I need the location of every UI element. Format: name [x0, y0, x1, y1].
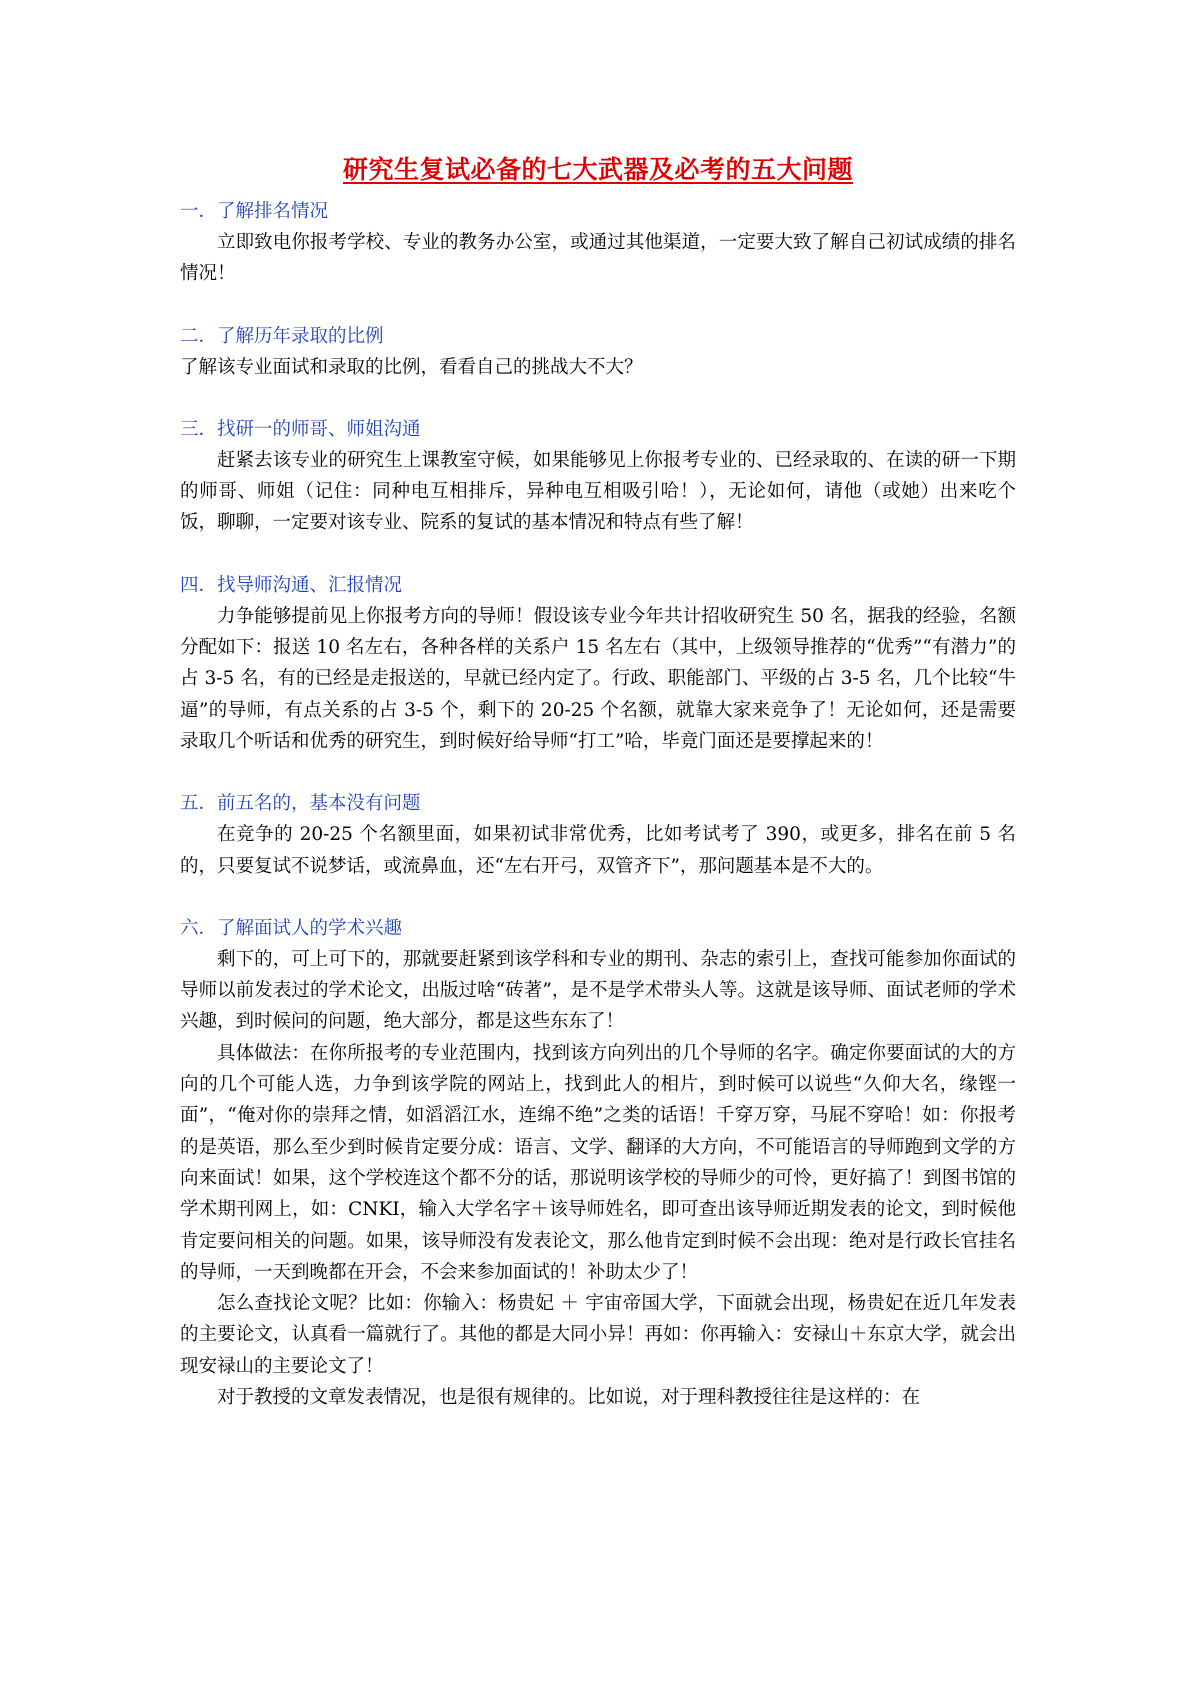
paragraph: 怎么查找论文呢？比如：你输入：杨贵妃 ＋ 宇宙帝国大学，下面就会出现，杨贵妃在近几年发表的主要论文，认真看一篇就行了。其他的都是大同小异！再如：你再输入：安禄山＋东京大学，就会出现安禄山的主要论文了！ — [180, 1293, 1016, 1377]
spacer — [180, 882, 1016, 913]
paragraph: 赶紧去该专业的研究生上课教室守候，如果能够见上你报考专业的、已经录取的、在读的研一下期的师哥、师姐（记住：同种电互相排斥，异种电互相吸引哈！），无论如何，请他（或她）出来吃个饭，聊聊，一定要对该专业、院系的复试的基本情况和特点有些了解！ — [180, 449, 1016, 534]
section-4 — [180, 570, 1016, 757]
paragraph: 立即致电你报考学校、专业的教务办公室，或通过其他渠道，一定要大致了解自己初试成绩的排名情况！ — [180, 232, 1016, 285]
spacer — [180, 290, 1016, 321]
section-heading: 五．前五名的，基本没有问题 — [180, 793, 421, 815]
section-6 — [180, 913, 1016, 1413]
document-title: 研究生复试必备的七大武器及必考的五大问题 — [342, 155, 853, 184]
section-2 — [180, 321, 1016, 383]
section-heading: 三．找研一的师哥、师姐沟通 — [180, 418, 421, 440]
paragraph: 了解该专业面试和录取的比例，看看自己的挑战大不大？ — [180, 356, 643, 378]
paragraph: 对于教授的文章发表情况，也是很有规律的。比如说，对于理科教授往往是这样的：在 — [217, 1387, 921, 1409]
section-5 — [180, 788, 1016, 882]
paragraph: 剩下的，可上可下的，那就要赶紧到该学科和专业的期刊、杂志的索引上，查找可能参加你面试的导师以前发表过的学术论文，出版过啥“砖著”，是不是学术带头人等。这就是该导师、面试老师的学术兴趣，到时候问的问题，绝大部分，都是这些东东了！ — [180, 948, 1016, 1033]
section-heading: 四．找导师沟通、汇报情况 — [180, 574, 403, 596]
paragraph: 具体做法：在你所报考的专业范围内，找到该方向列出的几个导师的名字。确定你要面试的大的方向的几个可能人选，力争到该学院的网站上，找到此人的相片，到时候可以说些“久仰大名，缘铿一面”，“俺对你的崇拜之情，如滔滔江水，连绵不绝”之类的话语！千穿万穿，马屁不穿哈！如：你报考的是英语，那么至少到时候肯定要分成：语言、文学、翻译的大方向，不可能语言的导师跑到文学的方向来面试！如果，这个学校连这个都不分的话，那说明该学校的导师少的可怜，更好搞了！到图书馆的学术期刊网上，如：CNKI，输入大学名字＋该导师姓名，即可查出该导师近期发表的论文，到时候他肯定要问相关的问题。如果，该导师没有发表论文，那么他肯定到时候不会出现：绝对是行政长官挂名的导师，一天到晚都在开会，不会来参加面试的！补助太少了！ — [180, 1042, 1016, 1283]
spacer — [180, 539, 1016, 570]
document-body — [180, 150, 1016, 1413]
section-heading: 二．了解历年录取的比例 — [180, 325, 384, 347]
paragraph: 在竞争的 20-25 个名额里面，如果初试非常优秀，比如考试考了 390，或更多，排名在前 5 名的，只要复试不说梦话，或流鼻血，还“左右开弓，双管齐下”，那问题基本是不大的。 — [180, 824, 1016, 877]
section-3 — [180, 414, 1016, 539]
section-1 — [180, 196, 1016, 290]
section-heading: 一．了解排名情况 — [180, 201, 329, 222]
spacer — [180, 383, 1016, 414]
section-heading: 六．了解面试人的学术兴趣 — [180, 917, 403, 939]
paragraph: 力争能够提前见上你报考方向的导师！假设该专业今年共计招收研究生 50 名，据我的经验，名额分配如下：报送 10 名左右，各种各样的关系户 15 名左右（其中，上级领导推荐的“优秀”“有潜力”的占 3-5 名，有的已经是走报送的，早就已经内定了。行政、职能部门、平级的占 3-5 名，几个比较“牛逼”的导师，有点关系的占 3-5 个，剩下的 20-25 个名额，就靠大家来竞争了！无论如何，还是需要录取几个听话和优秀的研究生，到时候好给导师“打工”哈，毕竟门面还是要撑起来的！ — [180, 605, 1016, 752]
spacer — [180, 757, 1016, 788]
